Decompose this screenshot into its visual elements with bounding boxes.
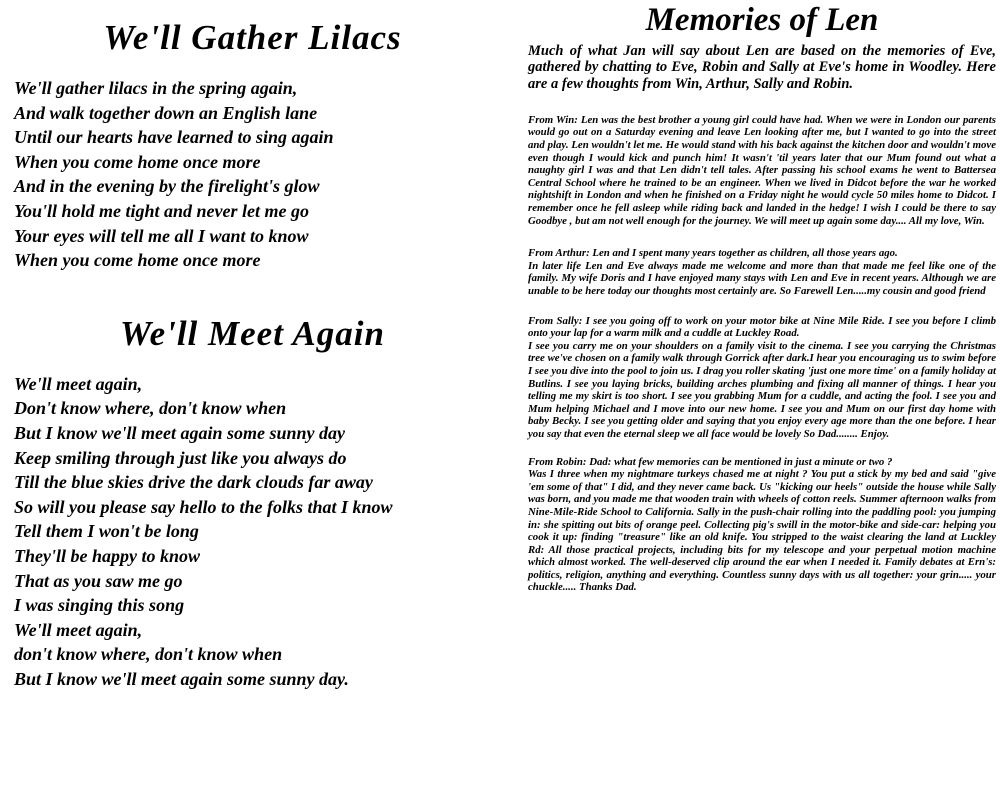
lyric-line: We'll gather lilacs in the spring again,	[14, 78, 298, 98]
lyric-line: When you come home once more	[14, 151, 261, 172]
lyric-line: Until our hearts have learned to sing again	[14, 127, 334, 148]
memory-paragraph-robin	[528, 456, 996, 595]
lyric-line: I was singing this song	[14, 595, 185, 616]
memory-lead: From Sally: I see you going off to work on your motor bike at Nine Mile Ride. I see you before I climb onto your lap for a warm milk and a cuddle at Luckley Road.	[528, 314, 996, 340]
memorial-title: Memories of Len	[645, 2, 879, 38]
lyric-line: That as you saw me go	[14, 570, 183, 591]
memory-body: Was I three when my nightmare turkeys chased me at night ? You put a stick by my bed and said "give 'em some of that" I did, and they never came back. Us "kicking our heels" outside the house while Sally was born, and you made me that wooden train with wheels of cotton reels. Summer afternoon walks from Nine-Mile-Ride School to California. Sally in the push-chair rolling into the paddling pool: you jumping in: she spitting out bits of orange peel. Collecting pig's swill in the motor-bike and side-car: helping you cook it up: finding "treasure" like an old knife. You stripped to the waist clearing the land at Luckley Rd: All those practical projects, including bits for my telescope and your perpetual motion machine which almost worked. The well-deserved clip around the ear when I needed it. Family debates at Ern's: politics, religion, anything and everything. Countless sunny days with us all together: your grin..... your chuckle..... Thanks Dad.	[528, 468, 996, 594]
memory-paragraph-sally	[528, 315, 996, 441]
lyric-line: Till the blue skies drive the dark clouds far away	[14, 472, 373, 493]
lyric-line: And walk together down an English lane	[14, 102, 318, 123]
memorial-column	[528, 0, 996, 594]
memory-lead: From Robin: Dad: what few memories can be mentioned in just a minute or two ?	[528, 455, 893, 468]
song2-lyrics	[14, 372, 505, 692]
lyric-line: But I know we'll meet again some sunny day	[14, 422, 346, 443]
lyric-line: Tell them I won't be long	[14, 521, 199, 542]
lyric-line: don't know where, don't know when	[14, 644, 283, 665]
lyric-line: You'll hold me tight and never let me go	[14, 200, 310, 221]
lyric-line: We'll meet again,	[14, 373, 143, 394]
memory-paragraph-win	[528, 114, 996, 227]
memory-body: From Win: Len was the best brother a young girl could have had. When we were in London our parents would go out on a Saturday evening and leave Len looking after me, but I wanted to go into the street and play. Len wouldn't let me. He would stand with his back against the kitchen door and wouldn't move even though I would kick and punch him! It wasn't 'til years later that our Mum found out what a naughty girl I was and that Len didn't tell tales. After passing his school exams he went to Battersea Central School where he trained to be an engineer. When we lived in Didcot before the war he worked nightshift in London and when he finished on a Friday night he would cycle 50 miles home to Didcot. I remember once he fell asleep while riding back and landed in the hedge! I wish I could be there to say Goodbye , but am not well enough for the journey. We will meet up again some day.... All my love, Win.	[528, 113, 996, 227]
song1-title: We'll Gather Lilacs	[103, 18, 402, 57]
lyric-line: Don't know where, don't know when	[14, 398, 287, 419]
lyric-line: We'll meet again,	[14, 619, 143, 640]
memory-lead: From Arthur: Len and I spent many years together as children, all those years ago.	[528, 247, 898, 260]
lyric-line: And in the evening by the firelight's glow	[14, 176, 320, 197]
songs-column	[0, 0, 505, 691]
song2-title: We'll Meet Again	[120, 313, 385, 353]
lyric-line: Your eyes will tell me all I want to know	[14, 225, 309, 246]
lyric-line: But I know we'll meet again some sunny day.	[14, 668, 349, 689]
memory-body: I see you carry me on your shoulders on a family visit to the cinema. I see you carrying the Christmas tree we've chosen on a family walk through Gorrick after dark.I hear you encouraging us to swim before I see you dive into the pool to join us. I drag you roller skating 'just one more time' on a family holiday at Butlins. I see you laying bricks, building arches plumbing and fixing all manner of things. I hear you telling me my skirt is too short. I see you grabbing Mum for a cuddle, and acting the fool. I see you and Mum helping Michael and I move into our new home. I see you and Mum on our first day home with baby Becky. I see you getting older and saying that you enjoy every age more than the one before. I hear you say that even the eternal sleep we all face would be lovely So Dad........ Enjoy.	[528, 339, 996, 440]
lyric-line: So will you please say hello to the folks that I know	[14, 496, 393, 517]
memorial-intro: Much of what Jan will say about Len are based on the memories of Eve, gathered by chatting to Eve, Robin and Sally at Eve's home in Woodley. Here are a few thoughts from Win, Arthur, Sally and Robin.	[528, 43, 996, 92]
lyric-line: They'll be happy to know	[14, 545, 200, 566]
memory-paragraph-arthur	[528, 247, 996, 297]
lyric-line: Keep smiling through just like you always do	[14, 447, 347, 468]
memory-body: In later life Len and Eve always made me welcome and more than that made me feel like one of the family. My wife Doris and I have enjoyed many stays with Len and Eve in recent years. Although we are unable to be here today our thoughts most certainly are. So Farewell Len.....my cousin and good friend	[528, 259, 996, 298]
song1-lyrics	[14, 76, 505, 273]
lyric-line: When you come home once more	[14, 250, 261, 271]
